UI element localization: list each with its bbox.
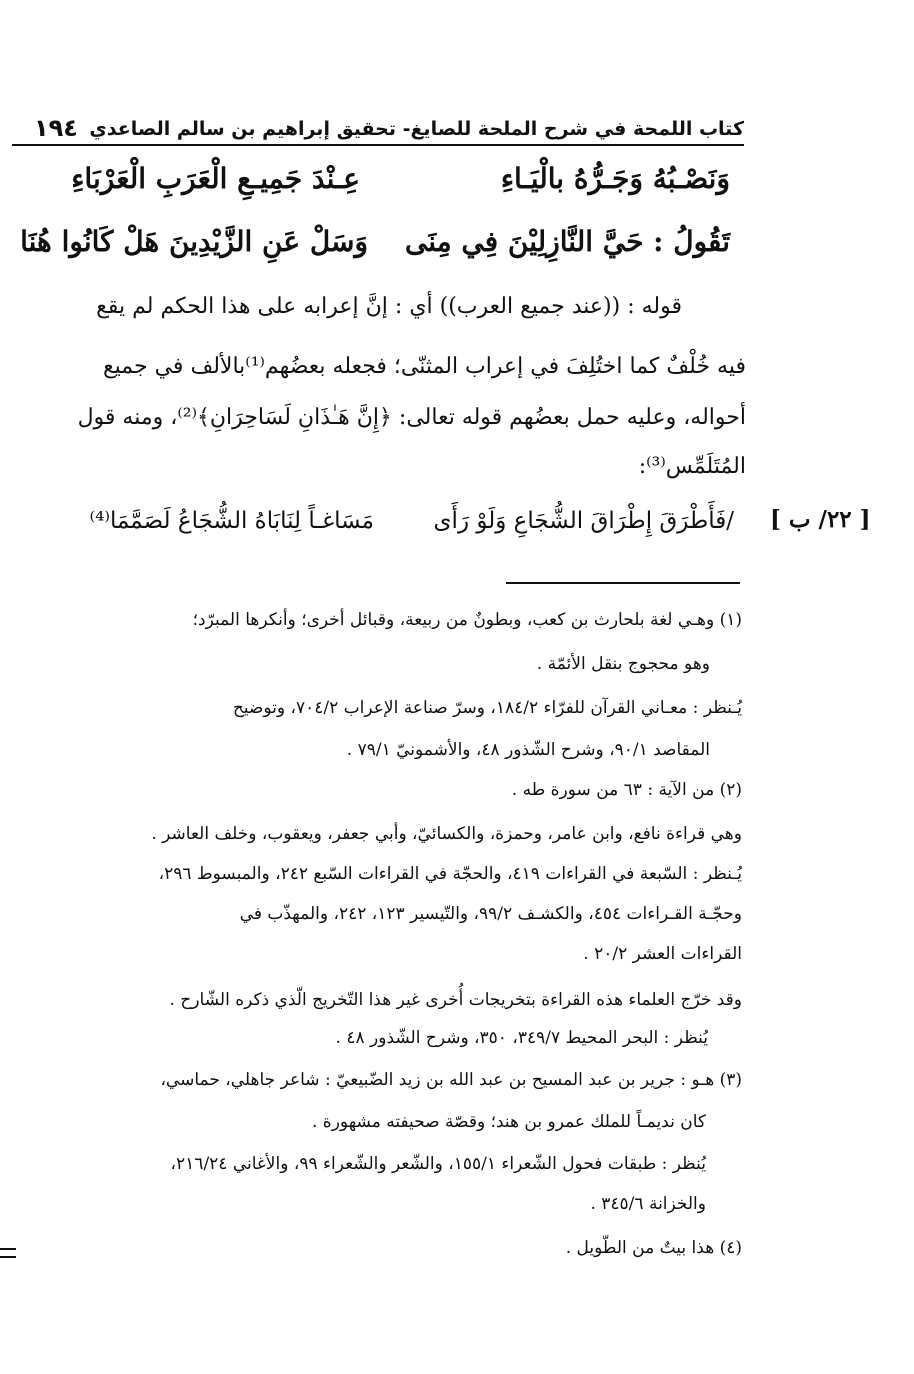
- footnote-line: وحجّـة القـراءات ٤٥٤، والكشـف ٩٩/٢، والتّيسير ١٢٣، ٢٤٢، والمهذّب في: [239, 904, 742, 924]
- verse-1-first-hemistich: وَنَصْـبُهُ وَجَـرُّهُ بالْيَـاءِ: [500, 162, 730, 195]
- footnote-line: وهي قراءة نافع، وابن عامر، وحمزة، والكسائيّ، وأبي جعفر، ويعقوب، وخلف العاشر .: [151, 824, 742, 844]
- scan-edge-mark: [0, 1248, 16, 1258]
- footnote-line: القراءات العشر ٢٠/٢ .: [583, 944, 742, 964]
- commentary-line: أحواله، وعليه حمل بعضُهم قوله تعالى: ﴿إِنَّ هَـٰذَانِ لَسَاحِرَانِ﴾⁽²⁾، ومنه قول: [77, 405, 746, 430]
- page-number: ١٩٤: [34, 114, 78, 142]
- quoted-verse-first-hemistich: /فَأَطْرَقَ إِطْرَاقَ الشُّجَاعِ وَلَوْ رَأَى: [433, 508, 734, 534]
- footnote-line: يُنظر : البحر المحيط ٣٤٩/٧، ٣٥٠، وشرح الشّذور ٤٨ .: [335, 1028, 708, 1048]
- footnote-line: يُـنظر : السّبعة في القراءات ٤١٩، والحجّة في القراءات السّبع ٢٤٢، والمبسوط ٢٩٦،: [158, 864, 742, 884]
- footnote-line: والخزانة ٣٤٥/٦ .: [590, 1194, 706, 1214]
- verse-2-second-hemistich: وَسَلْ عَنِ الزَّيْدِينَ هَلْ كَانُوا هُنَا: [20, 225, 368, 258]
- footnote-line: (٣) هـو : جرير بن عبد المسيح بن عبد الله بن زيد الضّبيعيّ : شاعر جاهلي، حماسي،: [160, 1070, 742, 1090]
- running-header: [12, 104, 744, 146]
- commentary-line: المُتَلَمِّس⁽³⁾:: [638, 454, 746, 479]
- footnote-line: وهو محجوج بنقل الأئمّة .: [536, 654, 710, 674]
- book-title: كتاب اللمحة في شرح الملحة للصايغ- تحقيق إبراهيم بن سالم الصاعدي: [89, 118, 744, 140]
- verse-1-second-hemistich: عِـنْدَ جَمِيـعِ الْعَرَبِ الْعَرْبَاءِ: [71, 162, 360, 195]
- quoted-verse-second-hemistich: مَسَاغـاً لِنَابَاهُ الشُّجَاعُ لَصَمَّمَا⁽⁴⁾: [89, 508, 374, 534]
- footnote-line: (٤) هذا بيتٌ من الطّويل .: [565, 1238, 742, 1258]
- footnote-line: يُنظر : طبقات فحول الشّعراء ١٥٥/١، والشّعر والشّعراء ٩٩، والأغاني ٢١٦/٢٤،: [170, 1154, 706, 1174]
- footnote-line: يُـنظر : معـاني القرآن للفرّاء ١٨٤/٢، وسرّ صناعة الإعراب ٧٠٤/٢، وتوضيح: [232, 698, 742, 718]
- commentary-line: قوله : ((عند جميع العرب)) أي : إنَّ إعرابه على هذا الحكم لم يقع: [96, 294, 682, 319]
- footnote-line: وقد خرّج العلماء هذه القراءة بتخريجات أُخرى غير هذا التّخريج الّذي ذكره الشّارح .: [169, 990, 742, 1010]
- commentary-line: فيه خُلْفٌ كما اختُلِفَ في إعراب المثنّى؛ فجعله بعضُهم⁽¹⁾بالألف في جميع: [102, 354, 746, 379]
- footnote-line: (١) وهـي لغة بلحارث بن كعب، وبطونٌ من ربيعة، وقبائل أخرى؛ وأنكرها المبرّد؛: [192, 610, 742, 630]
- footnote-line: المقاصد ٩٠/١، وشرح الشّذور ٤٨، والأشمونيّ ٧٩/١ .: [346, 740, 710, 760]
- footnote-line: (٢) من الآية : ٦٣ من سورة طه .: [511, 780, 742, 800]
- footnote-separator: [506, 582, 740, 584]
- verse-2-first-hemistich: تَقُولُ : حَيَّ النَّازِلِيْنَ فِي مِنَى: [404, 225, 730, 258]
- footnote-line: كان نديمـاً للملك عمرو بن هند؛ وقصّة صحيفته مشهورة .: [312, 1112, 706, 1132]
- manuscript-folio-reference: [ ٢٢/ ب ]: [770, 506, 871, 533]
